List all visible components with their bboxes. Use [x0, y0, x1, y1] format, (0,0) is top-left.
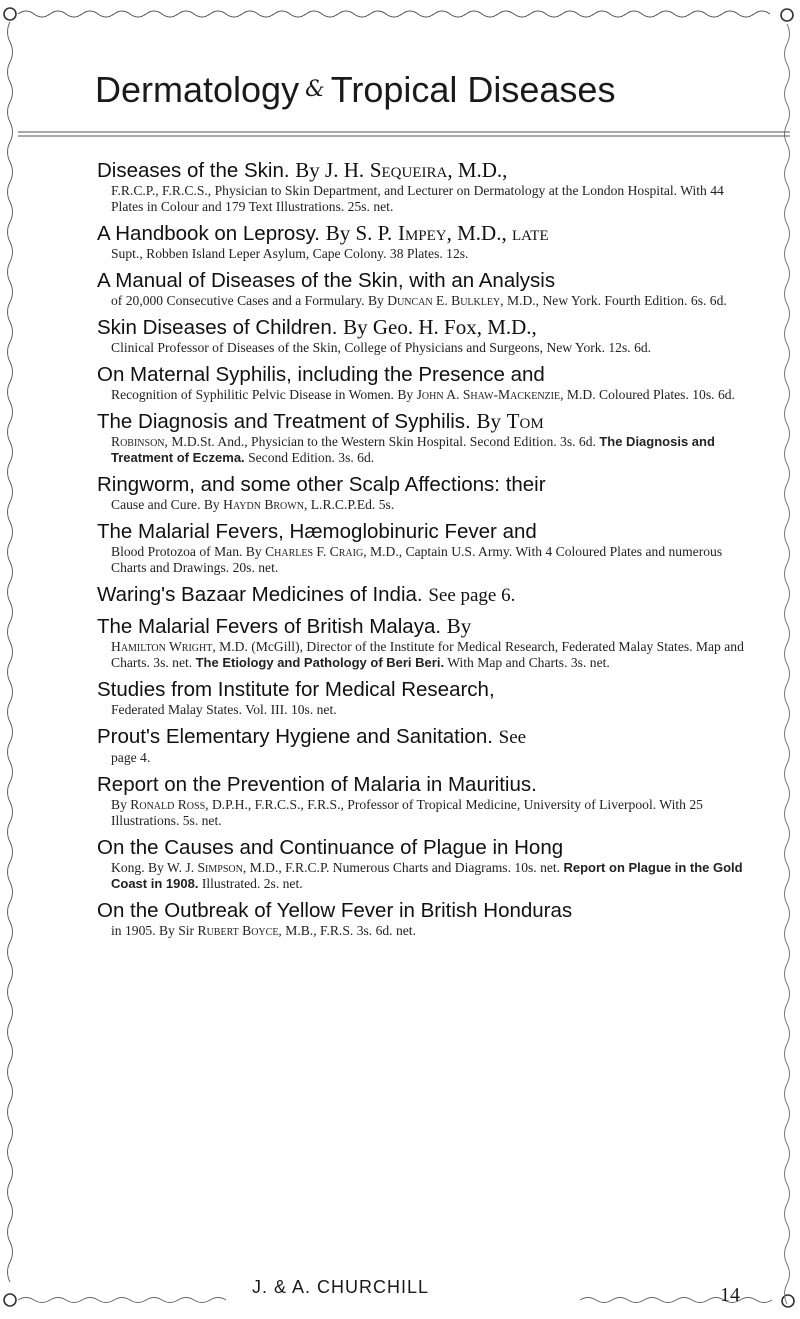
- title-tropical-diseases: Tropical Diseases: [330, 69, 616, 110]
- book-description: page 4.: [111, 750, 151, 765]
- book-title: The Diagnosis and Treatment of Syphilis. By Tom: [97, 409, 544, 433]
- book-title: Skin Diseases of Children. By Geo. H. Fox, M.D.,: [97, 315, 537, 339]
- book-entry: [97, 772, 751, 829]
- book-entry: [97, 614, 751, 671]
- page-number: 14: [720, 1284, 740, 1306]
- book-description: Supt., Robben Island Leper Asylum, Cape Colony. 38 Plates. 12s.: [111, 246, 469, 261]
- book-title: On the Causes and Continuance of Plague in Hong: [97, 836, 564, 859]
- book-title: A Manual of Diseases of the Skin, with an Analysis: [97, 269, 556, 292]
- book-entry: [97, 898, 751, 939]
- book-description: Clinical Professor of Diseases of the Skin, College of Physicians and Surgeons, New York. 12s. 6d.: [111, 340, 652, 355]
- book-title: Waring's Bazaar Medicines of India. See page 6.: [97, 583, 516, 606]
- book-entry: [97, 724, 751, 766]
- book-entry: [97, 409, 751, 466]
- book-title: A Handbook on Leprosy. By S. P. Impey, M.D., late: [97, 221, 549, 245]
- book-title: Diseases of the Skin. By J. H. Sequeira, M.D.,: [97, 158, 508, 182]
- book-description: Hamilton Wright, M.D. (McGill), Director of the Institute for Medical Research, Federated Malay States. Map and Charts. 3s. net. The Etiology and Pathology of Beri Beri. With Map and Charts. 3s. net.: [111, 639, 744, 670]
- book-title: On Maternal Syphilis, including the Presence and: [97, 363, 545, 386]
- book-entry: [97, 362, 751, 403]
- page-title: [95, 68, 735, 112]
- book-title: Studies from Institute for Medical Research,: [97, 678, 495, 701]
- book-description: Federated Malay States. Vol. III. 10s. net.: [111, 702, 337, 717]
- book-description: By Ronald Ross, D.P.H., F.R.C.S., F.R.S., Professor of Tropical Medicine, University of Liverpool. With 25 Illustrations. 5s. net.: [111, 797, 703, 828]
- publisher-name: J. & A. CHURCHILL: [252, 1277, 430, 1297]
- book-entry: [97, 221, 751, 262]
- book-description: Blood Protozoa of Man. By Charles F. Craig, M.D., Captain U.S. Army. With 4 Coloured Plates and numerous Charts and Drawings. 20s. net.: [111, 544, 723, 575]
- book-entry: [97, 472, 751, 513]
- book-description: of 20,000 Consecutive Cases and a Formulary. By Duncan E. Bulkley, M.D., New York. Fourth Edition. 6s. 6d.: [111, 293, 727, 308]
- book-entry: [97, 315, 751, 356]
- book-description: Kong. By W. J. Simpson, M.D., F.R.C.P. Numerous Charts and Diagrams. 10s. net. Report on Plague in the Gold Coast in 1908. Illustrated. 2s. net.: [111, 860, 743, 891]
- book-entry: [97, 677, 751, 718]
- book-entry: [97, 158, 751, 215]
- book-title: The Malarial Fevers, Hæmoglobinuric Fever and: [97, 520, 537, 543]
- book-list: [97, 158, 751, 945]
- title-ampersand: &: [305, 77, 325, 102]
- book-title: Prout's Elementary Hygiene and Sanitation. See: [97, 725, 527, 748]
- book-entry: [97, 519, 751, 576]
- book-description: in 1905. By Sir Rubert Boyce, M.B., F.R.S. 3s. 6d. net.: [111, 923, 416, 938]
- book-title: The Malarial Fevers of British Malaya. By: [97, 614, 472, 638]
- book-entry: [97, 582, 751, 608]
- book-description: Cause and Cure. By Haydn Brown, L.R.C.P.Ed. 5s.: [111, 497, 395, 512]
- book-description: F.R.C.P., F.R.C.S., Physician to Skin Department, and Lecturer on Dermatology at the London Hospital. With 44 Plates in Colour and 179 Text Illustrations. 25s. net.: [111, 183, 724, 214]
- book-description: Recognition of Syphilitic Pelvic Disease in Women. By John A. Shaw-Mackenzie, M.D. Coloured Plates. 10s. 6d.: [111, 387, 735, 402]
- book-entry: [97, 268, 751, 309]
- book-title: Report on the Prevention of Malaria in Mauritius.: [97, 773, 537, 796]
- title-dermatology: Dermatology: [95, 69, 300, 110]
- book-title: Ringworm, and some other Scalp Affections: their: [97, 473, 546, 496]
- book-title: On the Outbreak of Yellow Fever in British Honduras: [97, 899, 573, 922]
- book-entry: [97, 835, 751, 892]
- book-description: Robinson, M.D.St. And., Physician to the Western Skin Hospital. Second Edition. 3s. 6d. The Diagnosis and Treatment of Eczema. Second Edition. 3s. 6d.: [111, 434, 715, 465]
